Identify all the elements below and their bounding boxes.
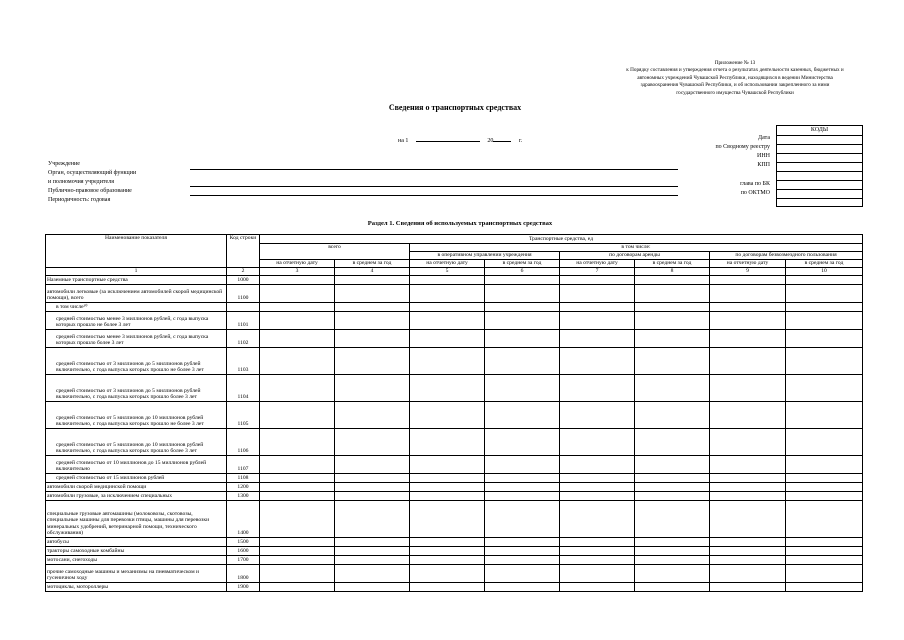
value-cell[interactable]: [560, 402, 635, 429]
value-cell[interactable]: [786, 501, 863, 538]
row-name: средней стоимостью от 15 миллионов рублей: [46, 474, 227, 483]
col-num: 10: [786, 268, 863, 276]
row-name: автомобили легковые (за исключением автомобилей скорой медицинской помощи), всего: [46, 285, 227, 303]
appendix-line: автономных учреждений Чувашской Республики, находящихся в ведении Министерства: [637, 74, 833, 81]
col-num: 3: [260, 268, 335, 276]
value-cell[interactable]: [260, 330, 335, 348]
value-cell[interactable]: [335, 583, 410, 592]
value-cell[interactable]: [560, 276, 635, 285]
value-cell[interactable]: [260, 556, 335, 565]
value-cell[interactable]: [560, 456, 635, 474]
value-cell[interactable]: [260, 501, 335, 538]
value-cell[interactable]: [410, 456, 485, 474]
table-row: [46, 483, 863, 492]
value-cell[interactable]: [635, 429, 710, 456]
value-cell[interactable]: [410, 303, 485, 312]
row-name: автобусы: [46, 538, 227, 547]
value-cell[interactable]: [410, 492, 485, 501]
value-cell[interactable]: [710, 547, 786, 556]
value-cell[interactable]: [635, 583, 710, 592]
value-cell[interactable]: [335, 474, 410, 483]
value-cell[interactable]: [410, 547, 485, 556]
value-cell[interactable]: [260, 547, 335, 556]
value-cell[interactable]: [335, 312, 410, 330]
row-code: 1200: [227, 483, 260, 492]
value-cell[interactable]: [410, 565, 485, 583]
value-cell[interactable]: [710, 402, 786, 429]
col-num: 9: [710, 268, 786, 276]
value-cell[interactable]: [560, 483, 635, 492]
header-incl: в том числе:: [410, 244, 863, 252]
value-cell[interactable]: [485, 492, 560, 501]
value-cell[interactable]: [786, 547, 863, 556]
date-suffix: г.: [518, 138, 523, 144]
value-cell[interactable]: [560, 330, 635, 348]
value-cell[interactable]: [560, 285, 635, 303]
row-code: 1900: [227, 583, 260, 592]
value-cell[interactable]: [786, 492, 863, 501]
header-date: на отчетную дату: [260, 260, 335, 268]
row-code: 1106: [227, 429, 260, 456]
org-label: Орган, осуществляющий функции: [48, 170, 137, 176]
value-cell[interactable]: [710, 474, 786, 483]
codes-box: [776, 125, 863, 207]
value-cell[interactable]: [410, 276, 485, 285]
col-num: 6: [485, 268, 560, 276]
value-cell[interactable]: [485, 456, 560, 474]
row-code: 1108: [227, 474, 260, 483]
value-cell[interactable]: [335, 402, 410, 429]
value-cell[interactable]: [560, 492, 635, 501]
date-prefix: на 1: [398, 138, 409, 144]
value-cell[interactable]: [260, 276, 335, 285]
code-label: КПП: [757, 162, 770, 168]
code-cell[interactable]: [777, 190, 862, 199]
value-cell[interactable]: [260, 474, 335, 483]
value-cell[interactable]: [335, 375, 410, 402]
row-code: 1000: [227, 276, 260, 285]
table-row: [46, 312, 863, 330]
code-cell[interactable]: [777, 145, 862, 154]
value-cell[interactable]: [335, 538, 410, 547]
value-cell[interactable]: [635, 348, 710, 375]
value-cell[interactable]: [335, 276, 410, 285]
value-cell[interactable]: [485, 474, 560, 483]
value-cell[interactable]: [560, 501, 635, 538]
row-name: средней стоимостью от 5 миллионов до 10 миллионов рублей включительно, с года выпуска которых прошло более 3 лет: [46, 429, 227, 456]
value-cell[interactable]: [485, 330, 560, 348]
value-cell[interactable]: [485, 276, 560, 285]
value-cell[interactable]: [635, 492, 710, 501]
value-cell[interactable]: [410, 483, 485, 492]
value-cell[interactable]: [410, 538, 485, 547]
header-avg: в среднем за год: [786, 260, 863, 268]
value-cell[interactable]: [335, 303, 410, 312]
row-code: 1700: [227, 556, 260, 565]
code-label: Дата: [758, 135, 770, 141]
value-cell[interactable]: [786, 375, 863, 402]
value-cell[interactable]: [710, 492, 786, 501]
value-cell[interactable]: [485, 547, 560, 556]
value-cell[interactable]: [410, 556, 485, 565]
value-cell[interactable]: [410, 285, 485, 303]
value-cell[interactable]: [260, 456, 335, 474]
table-row: [46, 285, 863, 303]
row-code: 1101: [227, 312, 260, 330]
value-cell[interactable]: [710, 483, 786, 492]
code-cell[interactable]: [777, 172, 862, 181]
row-code: 1105: [227, 402, 260, 429]
row-code: 1102: [227, 330, 260, 348]
org-label: Учреждение: [48, 161, 80, 167]
header-avg: в среднем за год: [635, 260, 710, 268]
code-label: по Сводному реестру: [715, 144, 770, 150]
value-cell[interactable]: [260, 303, 335, 312]
value-cell[interactable]: [635, 456, 710, 474]
value-cell[interactable]: [335, 456, 410, 474]
value-cell[interactable]: [710, 501, 786, 538]
value-cell[interactable]: [560, 312, 635, 330]
value-cell[interactable]: [560, 303, 635, 312]
row-code: 1100: [227, 285, 260, 303]
value-cell[interactable]: [710, 538, 786, 547]
value-cell[interactable]: [786, 456, 863, 474]
appendix-line: к Порядку составления и утверждения отчета о результатах деятельности казенных, бюджетных и: [626, 67, 844, 74]
value-cell[interactable]: [260, 538, 335, 547]
col-num: 4: [335, 268, 410, 276]
value-cell[interactable]: [485, 556, 560, 565]
value-cell[interactable]: [635, 303, 710, 312]
value-cell[interactable]: [710, 348, 786, 375]
value-cell[interactable]: [335, 501, 410, 538]
value-cell[interactable]: [710, 303, 786, 312]
value-cell[interactable]: [710, 565, 786, 583]
row-name: средней стоимостью от 3 миллионов до 5 миллионов рублей включительно, с года выпуска которых прошло более 3 лет: [46, 375, 227, 402]
value-cell[interactable]: [260, 402, 335, 429]
header-transport: Транспортные средства, ед: [260, 235, 863, 244]
code-label: по ОКТМО: [740, 190, 770, 196]
value-cell[interactable]: [786, 276, 863, 285]
value-cell[interactable]: [260, 483, 335, 492]
table-row: [46, 565, 863, 583]
value-cell[interactable]: [786, 483, 863, 492]
table-row: [46, 456, 863, 474]
table-row: [46, 492, 863, 501]
document-title: Сведения о транспортных средствах: [388, 103, 522, 112]
header-date: на отчетную дату: [410, 260, 485, 268]
value-cell[interactable]: [335, 285, 410, 303]
header-code: Код строки: [227, 235, 260, 268]
value-cell[interactable]: [260, 375, 335, 402]
row-code: 1107: [227, 456, 260, 474]
header-indicator: Наименование показателя: [46, 235, 227, 268]
row-name: средней стоимостью менее 3 миллионов рублей, с года выпуска которых прошло не более 3 лет: [46, 312, 227, 330]
value-cell[interactable]: [786, 583, 863, 592]
header-avg: в среднем за год: [485, 260, 560, 268]
value-cell[interactable]: [635, 556, 710, 565]
value-cell[interactable]: [635, 565, 710, 583]
row-code: 1500: [227, 538, 260, 547]
row-name: тракторы самоходные комбайны: [46, 547, 227, 556]
org-label: и полномочия учредителя: [48, 179, 114, 185]
value-cell[interactable]: [335, 330, 410, 348]
value-cell[interactable]: [485, 312, 560, 330]
value-cell[interactable]: [635, 538, 710, 547]
value-cell[interactable]: [635, 474, 710, 483]
value-cell[interactable]: [560, 375, 635, 402]
value-cell[interactable]: [786, 565, 863, 583]
table-row: [46, 501, 863, 538]
value-cell[interactable]: [635, 483, 710, 492]
row-code: 1104: [227, 375, 260, 402]
org-label: Публично-правовое образование: [48, 188, 132, 194]
value-cell[interactable]: [560, 547, 635, 556]
value-cell[interactable]: [260, 583, 335, 592]
value-cell[interactable]: [786, 285, 863, 303]
code-label: глава по БК: [740, 181, 770, 187]
value-cell[interactable]: [710, 285, 786, 303]
value-cell[interactable]: [786, 538, 863, 547]
value-cell[interactable]: [635, 402, 710, 429]
value-cell[interactable]: [335, 483, 410, 492]
row-name: автомобили скорой медицинской помощи: [46, 483, 227, 492]
value-cell[interactable]: [485, 348, 560, 375]
transport-table: [45, 234, 863, 592]
value-cell[interactable]: [335, 556, 410, 565]
row-code: 1300: [227, 492, 260, 501]
row-name: Наземные транспортные средства: [46, 276, 227, 285]
row-name: средней стоимостью от 5 миллионов до 10 миллионов рублей включительно, с года выпуска которых прошло не более 3 лет: [46, 402, 227, 429]
code-cell[interactable]: [777, 199, 862, 208]
header-free: по договорам безвозмездного пользования: [710, 252, 863, 260]
value-cell[interactable]: [635, 276, 710, 285]
table-row: [46, 538, 863, 547]
value-cell[interactable]: [560, 556, 635, 565]
value-cell[interactable]: [635, 285, 710, 303]
row-code: 1400: [227, 501, 260, 538]
value-cell[interactable]: [485, 538, 560, 547]
col-num: 8: [635, 268, 710, 276]
value-cell[interactable]: [710, 375, 786, 402]
value-cell[interactable]: [485, 303, 560, 312]
value-cell[interactable]: [485, 565, 560, 583]
table-row: [46, 547, 863, 556]
founder-field[interactable]: [190, 186, 678, 187]
value-cell[interactable]: [710, 583, 786, 592]
value-cell[interactable]: [710, 312, 786, 330]
row-name: мотоциклы, мотороллеры: [46, 583, 227, 592]
value-cell[interactable]: [786, 556, 863, 565]
value-cell[interactable]: [710, 556, 786, 565]
value-cell[interactable]: [635, 375, 710, 402]
row-code: [227, 303, 260, 312]
value-cell[interactable]: [410, 429, 485, 456]
table-row: [46, 583, 863, 592]
value-cell[interactable]: [560, 348, 635, 375]
row-name: средней стоимостью от 10 миллионов до 15 миллионов рублей включительно: [46, 456, 227, 474]
value-cell[interactable]: [560, 565, 635, 583]
header-date: на отчетную дату: [710, 260, 786, 268]
value-cell[interactable]: [710, 276, 786, 285]
table-row: [46, 429, 863, 456]
value-cell[interactable]: [335, 565, 410, 583]
header-avg: в среднем за год: [335, 260, 410, 268]
value-cell[interactable]: [260, 312, 335, 330]
value-cell[interactable]: [485, 483, 560, 492]
code-cell[interactable]: [777, 163, 862, 172]
value-cell[interactable]: [260, 565, 335, 583]
org-label: Периодичность: годовая: [48, 197, 111, 203]
value-cell[interactable]: [410, 312, 485, 330]
header-lease: по договорам аренды: [560, 252, 710, 260]
value-cell[interactable]: [560, 474, 635, 483]
value-cell[interactable]: [786, 312, 863, 330]
code-cell[interactable]: [777, 181, 862, 190]
value-cell[interactable]: [410, 402, 485, 429]
value-cell[interactable]: [485, 501, 560, 538]
date-year: 20: [487, 138, 494, 144]
col-num: 1: [46, 268, 227, 276]
value-cell[interactable]: [635, 330, 710, 348]
value-cell[interactable]: [485, 402, 560, 429]
table-row: [46, 330, 863, 348]
value-cell[interactable]: [710, 456, 786, 474]
row-name: средней стоимостью от 3 миллионов до 5 миллионов рублей включительно, с года выпуска которых прошло не более 3 лет: [46, 348, 227, 375]
table-row: [46, 303, 863, 312]
header-oper: в оперативном управлении учреждения: [410, 252, 560, 260]
code-cell[interactable]: [777, 154, 862, 163]
codes-header: КОДЫ: [777, 126, 862, 136]
value-cell[interactable]: [560, 538, 635, 547]
code-label: ИНН: [757, 153, 770, 159]
table-row: [46, 276, 863, 285]
public-entity-field[interactable]: [190, 195, 678, 196]
appendix-line: Приложение № 13: [714, 60, 756, 66]
col-num: 7: [560, 268, 635, 276]
value-cell[interactable]: [710, 330, 786, 348]
report-date: [398, 135, 522, 144]
table-row: [46, 348, 863, 375]
code-cell[interactable]: [777, 136, 862, 145]
value-cell[interactable]: [786, 429, 863, 456]
value-cell[interactable]: [786, 330, 863, 348]
value-cell[interactable]: [410, 330, 485, 348]
value-cell[interactable]: [410, 474, 485, 483]
value-cell[interactable]: [335, 547, 410, 556]
value-cell[interactable]: [260, 429, 335, 456]
header-date: на отчетную дату: [560, 260, 635, 268]
value-cell[interactable]: [485, 285, 560, 303]
appendix-line: здравоохранения Чувашской Республики, и об использовании закрепленного за ними: [640, 82, 830, 89]
value-cell[interactable]: [710, 429, 786, 456]
row-name: мотосани, снегоходы: [46, 556, 227, 565]
appendix-line: государственного имущества Чувашской Республики: [676, 89, 794, 96]
value-cell[interactable]: [410, 583, 485, 592]
year-field[interactable]: [493, 135, 511, 142]
institution-field[interactable]: [190, 169, 678, 170]
col-num: 2: [227, 268, 260, 276]
date-field[interactable]: [416, 135, 480, 142]
appendix-note: [600, 60, 870, 97]
value-cell[interactable]: [635, 501, 710, 538]
value-cell[interactable]: [260, 492, 335, 501]
value-cell[interactable]: [410, 348, 485, 375]
value-cell[interactable]: [410, 375, 485, 402]
value-cell[interactable]: [260, 348, 335, 375]
value-cell[interactable]: [560, 429, 635, 456]
value-cell[interactable]: [485, 375, 560, 402]
value-cell[interactable]: [335, 429, 410, 456]
row-code: 1103: [227, 348, 260, 375]
value-cell[interactable]: [335, 348, 410, 375]
value-cell[interactable]: [260, 285, 335, 303]
row-name: специальные грузовые автомашины (молоковозы, скотовозы, специальные машины для перевозки птицы, машины для перевозки минеральных удобрений, ветеринарной помощи, технического обслуживания): [46, 501, 227, 538]
value-cell[interactable]: [485, 583, 560, 592]
value-cell[interactable]: [560, 583, 635, 592]
section-title: Раздел 1. Сведения об используемых транспортных средствах: [367, 220, 553, 227]
value-cell[interactable]: [635, 312, 710, 330]
row-name: в том числе¹⁰: [46, 303, 227, 312]
value-cell[interactable]: [410, 501, 485, 538]
row-name: средней стоимостью менее 3 миллионов рублей, с года выпуска которых прошло более 3 лет: [46, 330, 227, 348]
row-name: автомобили грузовые, за исключением специальных: [46, 492, 227, 501]
row-name: прочие самоходные машины и механизмы на пневматическом и гусеничном ходу: [46, 565, 227, 583]
table-row: [46, 402, 863, 429]
value-cell[interactable]: [786, 474, 863, 483]
value-cell[interactable]: [635, 547, 710, 556]
col-num: 5: [410, 268, 485, 276]
table-row: [46, 556, 863, 565]
table-row: [46, 474, 863, 483]
value-cell[interactable]: [786, 303, 863, 312]
value-cell[interactable]: [485, 429, 560, 456]
header-total: всего: [260, 244, 410, 260]
value-cell[interactable]: [335, 492, 410, 501]
row-code: 1600: [227, 547, 260, 556]
value-cell[interactable]: [786, 348, 863, 375]
row-code: 1800: [227, 565, 260, 583]
value-cell[interactable]: [786, 402, 863, 429]
column-numbers-row: [46, 268, 863, 276]
table-row: [46, 375, 863, 402]
